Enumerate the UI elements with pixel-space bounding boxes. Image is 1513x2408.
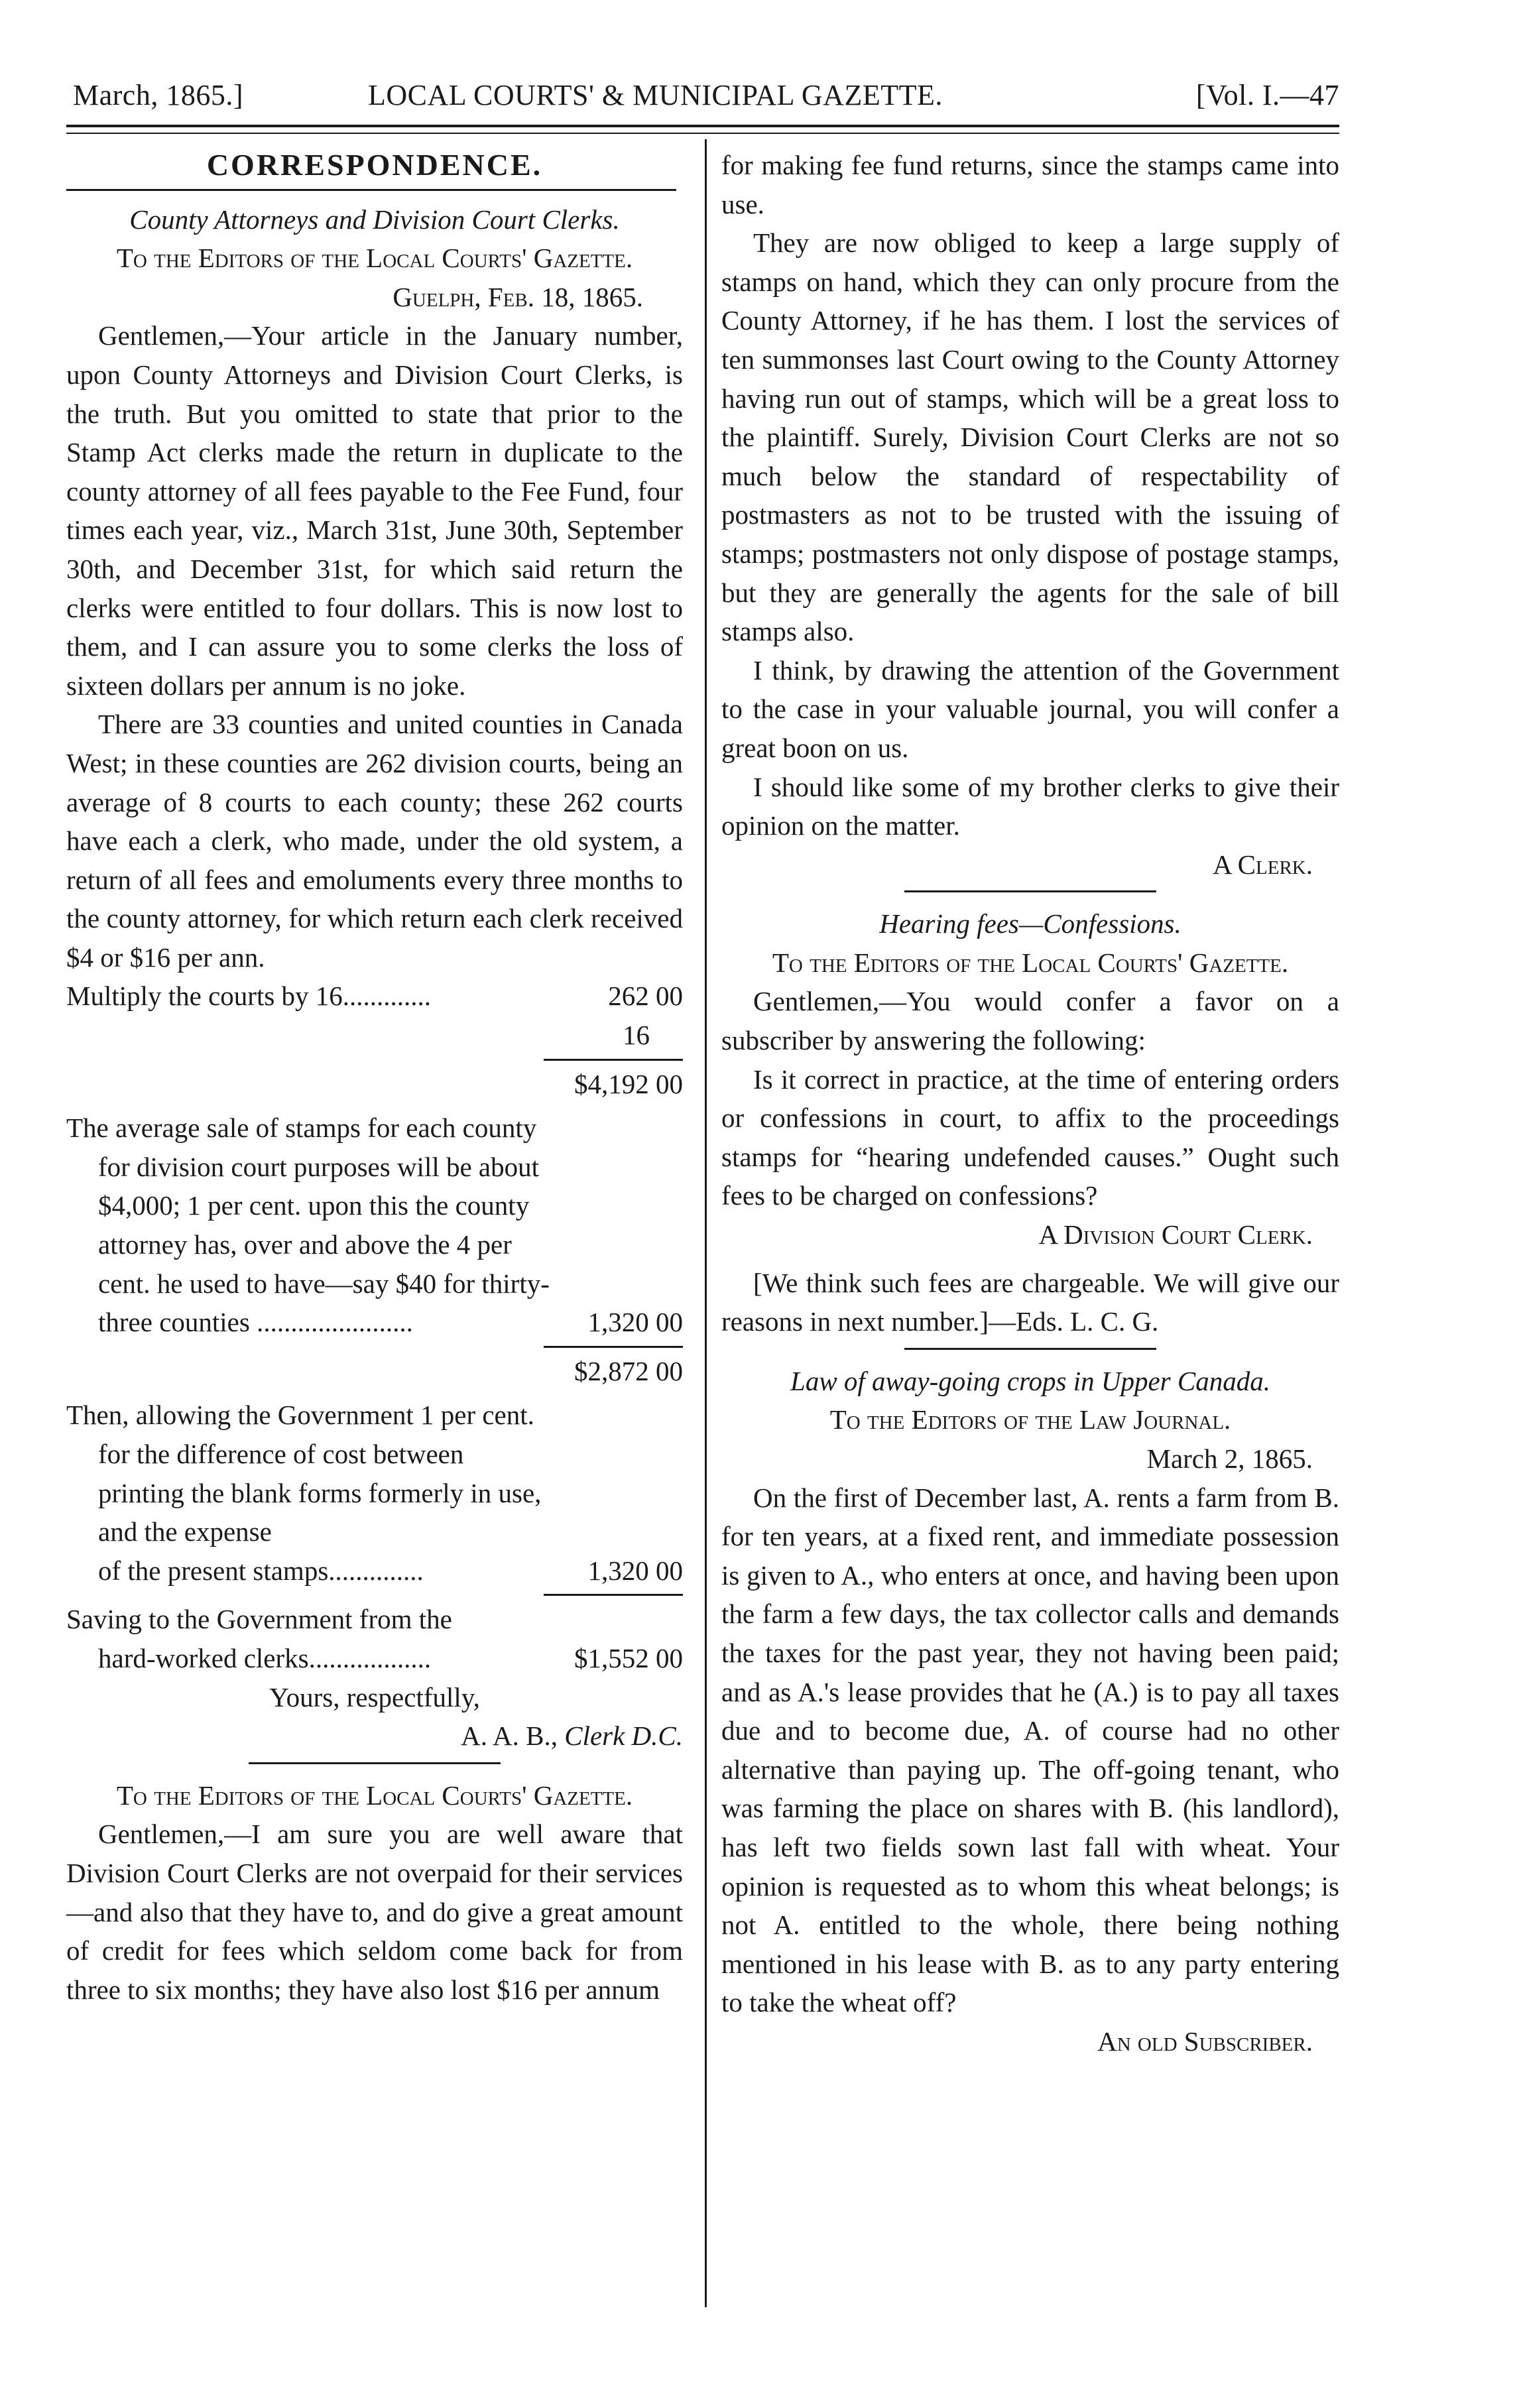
letter2-signature: A Clerk. bbox=[1213, 849, 1313, 880]
calc-row bbox=[66, 1303, 683, 1342]
calc-amount: 262 00 bbox=[608, 981, 683, 1012]
calc-amount: 1,320 00 bbox=[587, 1555, 683, 1586]
letter4-paragraph: On the first of December last, A. rents a farm from B. for ten years, at a fixed rent, and immediate possession is given to A., who enters at once, and having been upon the farm a few days, the tax collector calls and demands the taxes for the past year, they not having been paid; and as A.'s lease provides that he (A.) is to pay all taxes due and to become due, A. of course had no other alternative than paying up. The off-going tenant, who was farming the place on shares with B. (his landlord), has left two fields sown last fall with wheat. Your opinion is requested as to whom this wheat belongs; is not A. entitled to the whole, there being nothing mentioned in his lease with B. as to any party entering to take the wheat off? bbox=[721, 1482, 1339, 2018]
header-title: LOCAL COURTS' & MUNICIPAL GAZETTE. bbox=[368, 79, 943, 111]
signature-title: Clerk D.C. bbox=[564, 1720, 683, 1752]
calc-row bbox=[66, 977, 683, 1016]
calc-row bbox=[66, 1065, 683, 1104]
header-volume: [Vol. I.—47 bbox=[1195, 79, 1339, 111]
calc-total: $1,552 00 bbox=[574, 1642, 683, 1673]
calc-amount: 16 bbox=[623, 1020, 650, 1051]
letter3-signature: A Division Court Clerk. bbox=[1038, 1219, 1313, 1250]
calc-label: The average sale of stamps for each county for division court purposes will be about $4,000; 1 per cent. upon this the county attorney has, over and above the 4 per cent. he used to have—say $40 for thirty- bbox=[66, 1113, 550, 1299]
letter-separator bbox=[904, 1348, 1156, 1350]
right-column bbox=[721, 146, 1339, 2061]
letter4-signature: An old Subscriber. bbox=[1097, 2025, 1313, 2057]
calc-label: three counties ....................... bbox=[98, 1307, 413, 1338]
calc-row bbox=[66, 1551, 683, 1591]
calc-row bbox=[66, 1352, 683, 1391]
calc-row bbox=[66, 1109, 683, 1303]
calc-amount: 1,320 00 bbox=[587, 1307, 683, 1338]
letter4-to: To the Editors of the Law Journal. bbox=[829, 1404, 1231, 1435]
calc-total: $4,192 00 bbox=[574, 1068, 683, 1099]
calc-label: Saving to the Government from the bbox=[66, 1604, 452, 1635]
sum-rule bbox=[544, 1059, 683, 1061]
letter2-paragraph: Gentlemen,—I am sure you are well aware that Division Court Clerks are not overpaid for their services—and also that they have to, and do give a great amount of credit for fees which seldom come back for from three to six months; they have also lost $16 per annum bbox=[66, 1819, 683, 2005]
editors-reply: [We think such fees are chargeable. We will give our reasons in next number.]—Eds. L. C. G. bbox=[721, 1267, 1339, 1337]
header-rule-thin bbox=[66, 133, 1339, 134]
column-divider bbox=[705, 139, 707, 2307]
calc-row bbox=[66, 1396, 683, 1551]
letter2-paragraph: for making fee fund returns, since the stamps came into use. bbox=[721, 150, 1339, 219]
letter3-to: To the Editors of the Local Courts' Gazette. bbox=[772, 947, 1289, 978]
letter4-heading: Law of away-going crops in Upper Canada. bbox=[790, 1365, 1270, 1396]
letter1-closing: Yours, respectfully, bbox=[269, 1681, 480, 1713]
letter2-to: To the Editors of the Local Courts' Gazette. bbox=[116, 1779, 633, 1811]
letter1-place-date: Guelph, Feb. 18, 1865. bbox=[393, 281, 643, 312]
letter2-paragraph: I should like some of my brother clerks to give their opinion on the matter. bbox=[721, 771, 1339, 841]
calc-label: hard-worked clerks.................. bbox=[98, 1642, 432, 1673]
letter-separator bbox=[904, 890, 1156, 892]
header-rule bbox=[66, 125, 1339, 127]
section-rule bbox=[66, 189, 676, 191]
left-column bbox=[66, 146, 683, 2009]
letter1-paragraph: Gentlemen,—Your article in the January number, upon County Attorneys and Division Court Clerks, is the truth. But you omitted to state that prior to the Stamp Act clerks made the return in duplicate to the county attorney of all fees payable to the Fee Fund, four times each year, viz., March 31st, June 30th, September 30th, and December 31st, for which said return the clerks were entitled to four dollars. This is now lost to them, and I can assure you to some clerks the loss of sixteen dollars per annum is no joke. bbox=[66, 320, 683, 701]
calc-total: $2,872 00 bbox=[574, 1355, 683, 1386]
calc-label: Multiply the courts by 16............. bbox=[66, 981, 432, 1012]
sum-rule bbox=[544, 1346, 683, 1348]
letter1-signature bbox=[66, 1716, 683, 1756]
calc-row bbox=[66, 1016, 683, 1055]
calc-label: of the present stamps.............. bbox=[98, 1555, 424, 1586]
letter1-heading: County Attorneys and Division Court Clerks. bbox=[129, 204, 620, 235]
letter-separator bbox=[249, 1762, 501, 1764]
letter3-paragraph: Is it correct in practice, at the time of entering orders or confessions in court, to affix to the proceedings stamps for “hearing undefended causes.” Ought such fees to be charged on confessions? bbox=[721, 1063, 1339, 1211]
sum-rule bbox=[544, 1594, 683, 1596]
calc-row bbox=[66, 1639, 683, 1678]
letter1-to: To the Editors of the Local Courts' Gazette. bbox=[116, 243, 633, 274]
letter1-paragraph: There are 33 counties and united counties in Canada West; in these counties are 262 division courts, being an average of 8 courts to each county; these 262 courts have each a clerk, who made, under the old system, a return of all fees and emoluments every three months to the county attorney, for which return each clerk received $4 or $16 per ann. bbox=[66, 709, 683, 973]
signature-name: A. A. B., bbox=[461, 1720, 558, 1752]
letter3-heading: Hearing fees—Confessions. bbox=[879, 908, 1181, 939]
letter4-date: March 2, 1865. bbox=[1146, 1443, 1313, 1474]
section-title: CORRESPONDENCE. bbox=[206, 148, 543, 182]
running-header bbox=[66, 78, 1339, 125]
header-date: March, 1865.] bbox=[73, 79, 243, 111]
letter2-paragraph: I think, by drawing the attention of the Government to the case in your valuable journal, you will confer a great boon on us. bbox=[721, 654, 1339, 763]
calc-row bbox=[66, 1600, 683, 1639]
letter3-paragraph: Gentlemen,—You would confer a favor on a subscriber by answering the following: bbox=[721, 986, 1339, 1056]
letter2-paragraph: They are now obliged to keep a large supply of stamps on hand, which they can only procure from the County Attorney, if he has them. I lost the services of ten summonses last Court owing to the County Attorney having run out of stamps, which will be a great loss to the plaintiff. Surely, Division Court Clerks are not so much below the standard of respectability of postmasters as not to be trusted with the issuing of stamps; postmasters not only dispose of postage stamps, but they are generally the agents for the sale of bill stamps also. bbox=[721, 227, 1339, 647]
calc-label: Then, allowing the Government 1 per cent. for the difference of cost between printing the blank forms formerly in use, and the expense bbox=[66, 1400, 542, 1547]
